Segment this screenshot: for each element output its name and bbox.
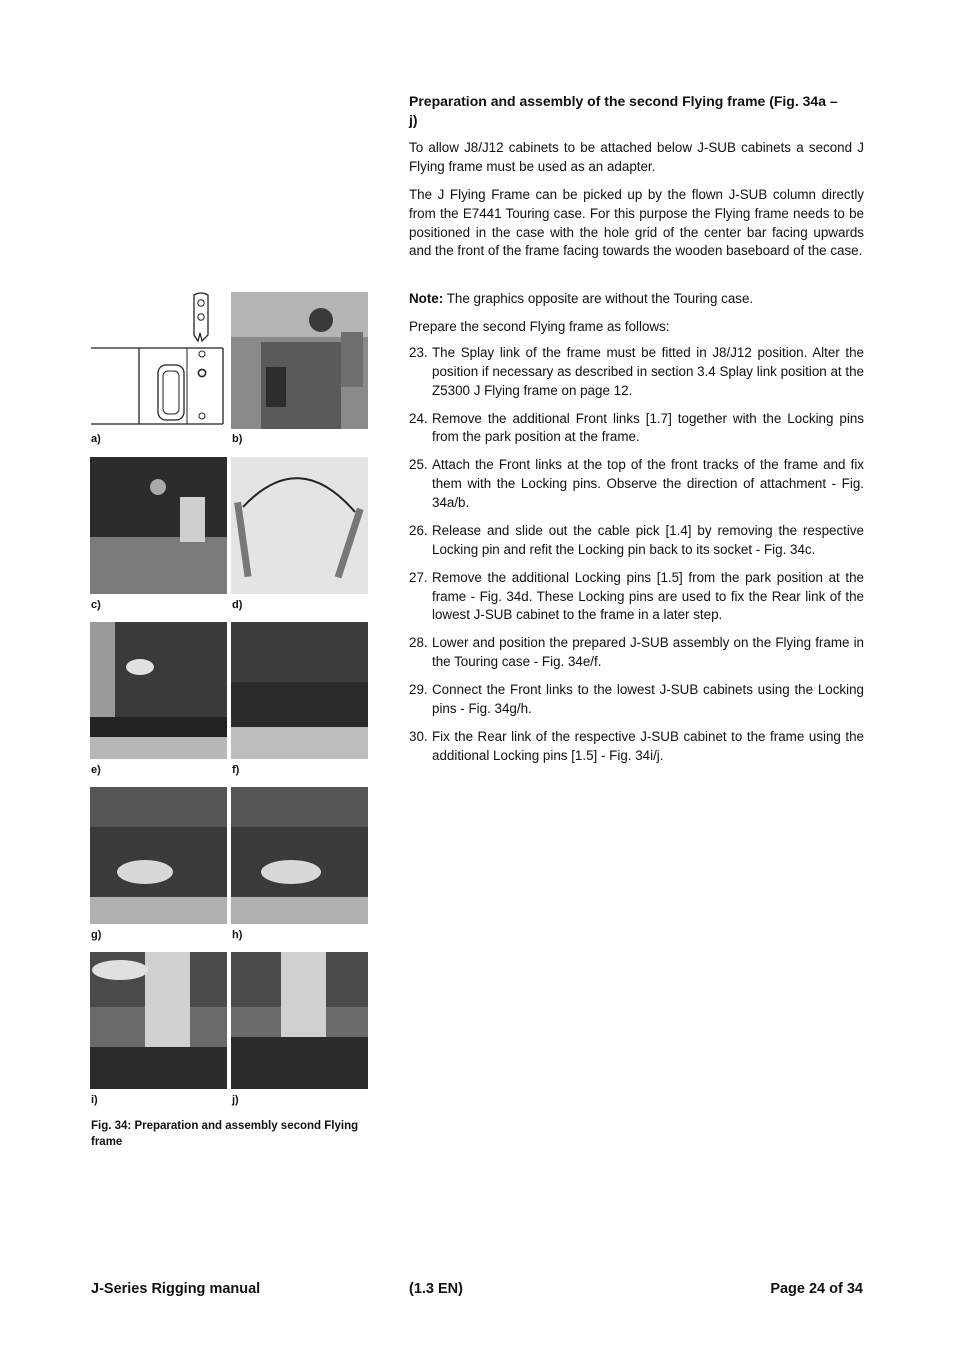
footer-page-number: Page 24 of 34 xyxy=(770,1281,863,1297)
footer-document-title: J-Series Rigging manual xyxy=(91,1281,261,1297)
figure-caption: Fig. 34: Preparation and assembly second Flying frame xyxy=(91,1120,359,1148)
prepare-paragraph: Prepare the second Flying frame as follows: xyxy=(409,319,670,334)
touring-case-paragraph: The J Flying Frame can be picked up by the flown J-SUB column directly from the E7441 Touring case. For this purpose the Flying frame needs to be positioned in the case with the hole grid of the center bar facing upwards and the front of the frame facing towards the wooden baseboard of the case. xyxy=(409,187,864,259)
figure-j-photo xyxy=(231,952,368,1089)
step-number: 30. xyxy=(409,728,428,744)
step-item xyxy=(409,728,864,766)
step-text: Fix the Rear link of the respective J-SUB cabinet to the frame using the additional Locking pins [1.5] - Fig. 34i/j. xyxy=(432,728,864,763)
caption-b: b) xyxy=(232,433,243,445)
step-text: Attach the Front links at the top of the front tracks of the frame and fix them with the Locking pins. Observe the direction of attachment - Fig. 34a/b. xyxy=(432,457,864,510)
figure-h-photo xyxy=(231,787,368,924)
figure-i-photo xyxy=(90,952,227,1089)
note-label: Note: xyxy=(409,291,444,306)
section-heading: Preparation and assembly of the second Flying frame (Fig. 34a – j) xyxy=(409,93,838,128)
caption-a: a) xyxy=(91,433,101,445)
step-item xyxy=(409,681,864,719)
steps-list xyxy=(409,344,864,775)
figure-f-photo xyxy=(231,622,368,759)
footer-version: (1.3 EN) xyxy=(409,1281,463,1297)
intro-paragraph: To allow J8/J12 cabinets to be attached below J-SUB cabinets a second J Flying frame must be used as an adapter. xyxy=(409,140,864,174)
step-number: 24. xyxy=(409,410,428,426)
step-item xyxy=(409,522,864,560)
step-text: Remove the additional Front links [1.7] together with the Locking pins from the park position at the frame. xyxy=(432,410,864,445)
caption-c: c) xyxy=(91,599,101,611)
step-item xyxy=(409,456,864,512)
caption-e: e) xyxy=(91,764,101,776)
caption-i: i) xyxy=(91,1094,98,1106)
caption-g: g) xyxy=(91,929,102,941)
step-number: 23. xyxy=(409,345,428,360)
step-item xyxy=(409,634,864,672)
figure-a-drawing xyxy=(91,291,229,429)
figure-e-photo xyxy=(90,622,227,759)
caption-f: f) xyxy=(232,764,240,776)
caption-h: h) xyxy=(232,929,243,941)
figure-c-photo xyxy=(90,457,227,594)
step-number: 29. xyxy=(409,682,428,698)
step-item xyxy=(409,344,864,400)
step-text: The Splay link of the frame must be fitted in J8/J12 position. Alter the position if necessary as described in section 3.4 Splay link position at the Z5300 J Flying frame on page 12. xyxy=(432,345,864,398)
note-text: The graphics opposite are without the Touring case. xyxy=(443,291,754,306)
step-number: 27. xyxy=(409,569,428,585)
step-number: 28. xyxy=(409,635,428,651)
step-item xyxy=(409,569,864,625)
step-text: Lower and position the prepared J-SUB assembly on the Flying frame in the Touring case - Fig. 34e/f. xyxy=(432,635,864,670)
step-item xyxy=(409,410,864,448)
figure-g-photo xyxy=(90,787,227,924)
step-text: Remove the additional Locking pins [1.5] from the park position at the frame - Fig. 34d. These Locking pins are used to fix the Rear link of the lowest J-SUB cabinet to the frame in a later step. xyxy=(432,569,864,623)
note-paragraph xyxy=(409,290,864,309)
caption-j: j) xyxy=(232,1094,239,1106)
figure-d-photo xyxy=(231,457,368,594)
step-number: 26. xyxy=(409,522,428,538)
step-text: Release and slide out the cable pick [1.4] by removing the respective Locking pin and refit the Locking pin back to its socket - Fig. 34c. xyxy=(432,522,864,557)
step-text: Connect the Front links to the lowest J-SUB cabinets using the Locking pins - Fig. 34g/h. xyxy=(432,682,864,716)
caption-d: d) xyxy=(232,599,243,611)
step-number: 25. xyxy=(409,457,428,473)
figure-b-photo xyxy=(231,292,368,429)
